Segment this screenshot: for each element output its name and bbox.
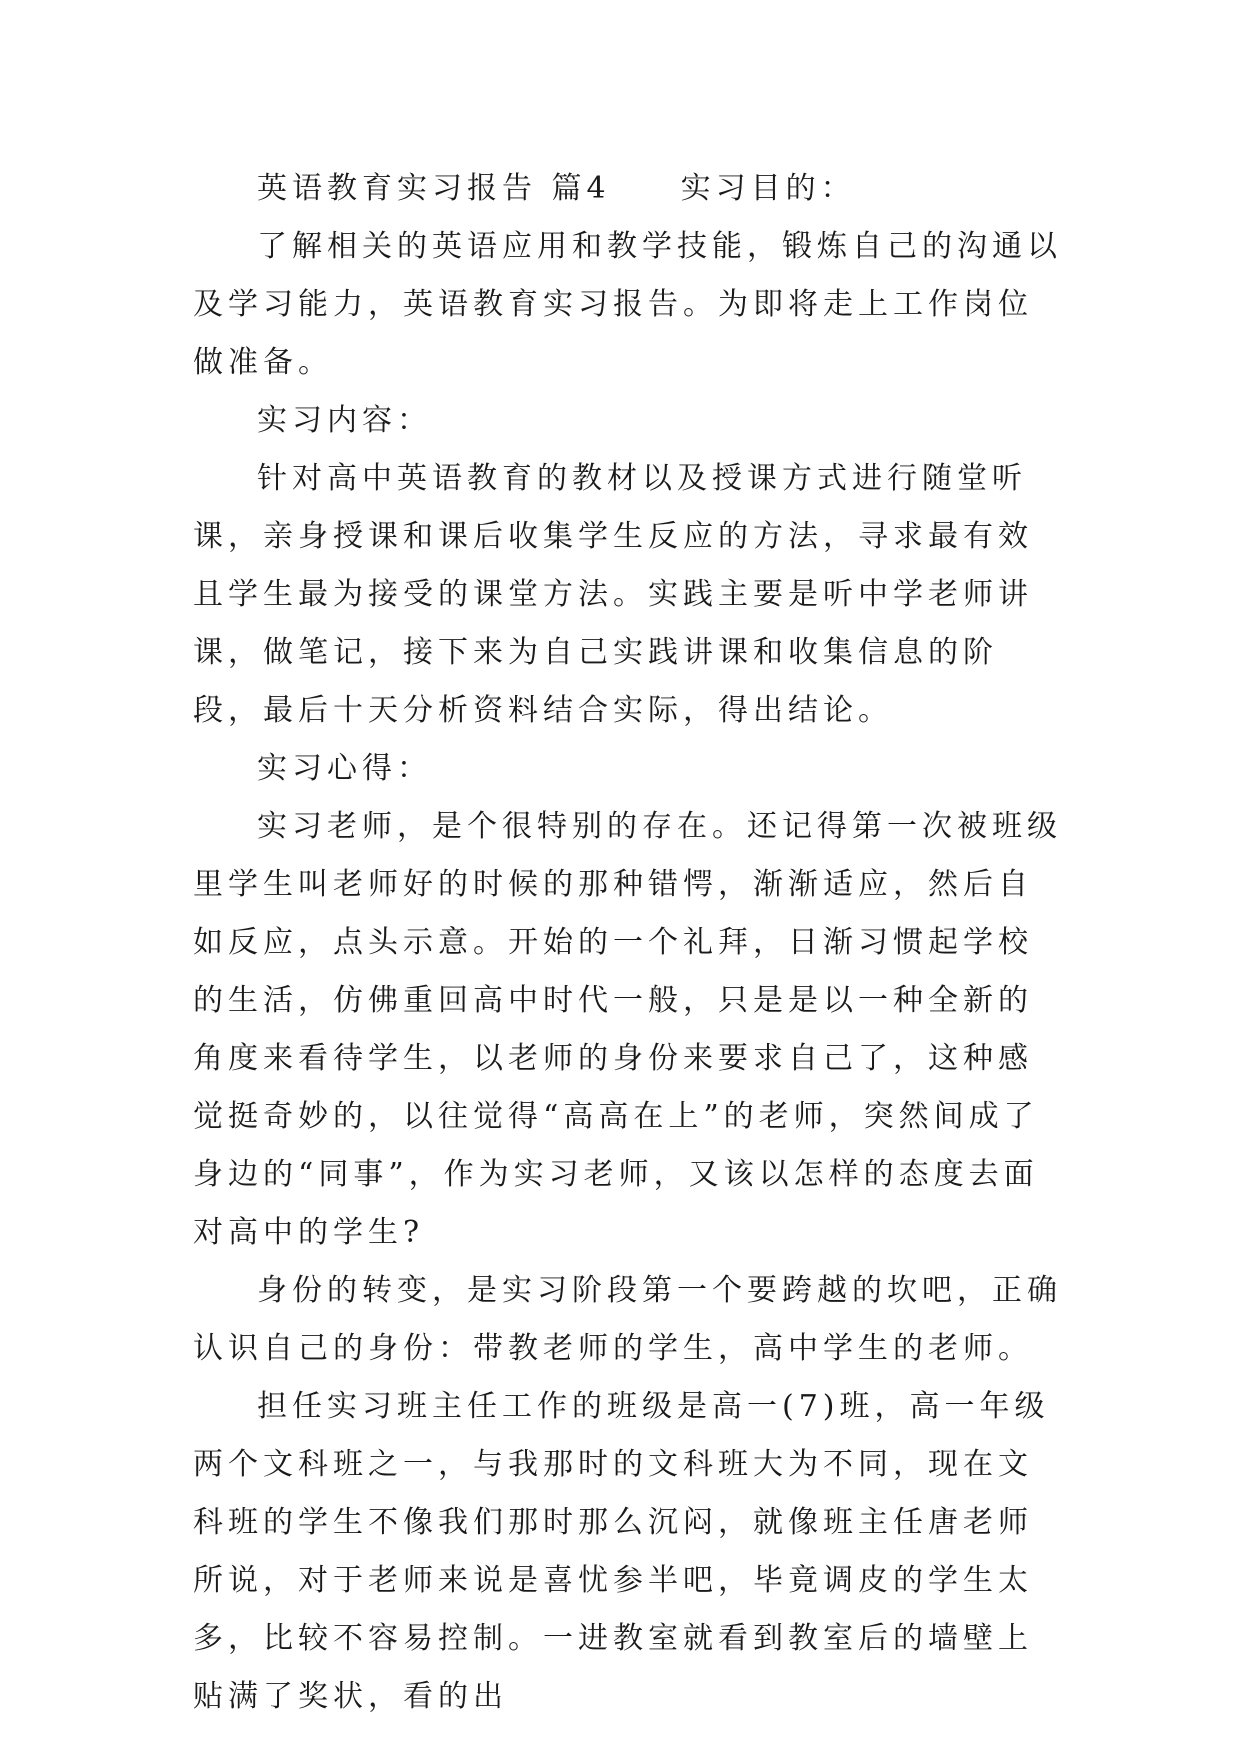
paragraph-purpose: 了解相关的英语应用和教学技能，锻炼自己的沟通以及学习能力，英语教育实习报告。为即将走上工作岗位做准备。 [193, 229, 1062, 380]
paragraph-identity: 身份的转变，是实习阶段第一个要跨越的坎吧，正确认识自己的身份：带教老师的学生，高中学生的老师。 [193, 1273, 1062, 1366]
paragraph-experience: 实习老师，是个很特别的存在。还记得第一次被班级里学生叫老师好的时候的那种错愕，渐渐适应，然后自如反应，点头示意。开始的一个礼拜，日渐习惯起学校的生活，仿佛重回高中时代一般，只是是以一种全新的角度来看待学生，以老师的身份来要求自己了，这种感觉挺奇妙的，以往觉得“高高在上”的老师，突然间成了身边的“同事”，作为实习老师，又该以怎样的态度去面对高中的学生? [193, 809, 1062, 1250]
paragraph-title: 英语教育实习报告 篇4 实习目的： [257, 171, 856, 206]
paragraph-content: 针对高中英语教育的教材以及授课方式进行随堂听课，亲身授课和课后收集学生反应的方法，寻求最有效且学生最为接受的课堂方法。实践主要是听中学老师讲课，做笔记，接下来为自己实践讲课和收集信息的阶段，最后十天分析资料结合实际，得出结论。 [193, 461, 1033, 728]
paragraph-class: 担任实习班主任工作的班级是高一(7)班，高一年级两个文科班之一，与我那时的文科班大为不同，现在文科班的学生不像我们那时那么沉闷，就像班主任唐老师所说，对于老师来说是喜忧参半吧，毕竟调皮的学生太多，比较不容易控制。一进教室就看到教室后的墙壁上贴满了奖状，看的出 [193, 1389, 1050, 1714]
document-body [193, 160, 1063, 1726]
paragraph-content-heading: 实习内容： [257, 403, 432, 438]
paragraph-experience-heading: 实习心得： [257, 751, 432, 786]
